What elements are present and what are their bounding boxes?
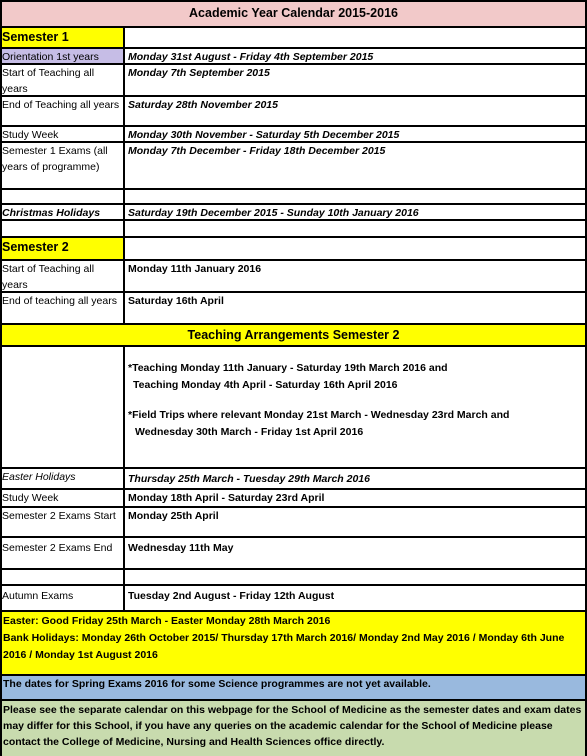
table-row	[0, 261, 587, 293]
table-row	[0, 97, 587, 127]
row-label: Semester 2 Exams End	[0, 538, 125, 568]
row-label: Christmas Holidays	[0, 205, 125, 219]
spring-exams-row	[0, 676, 587, 701]
teaching-arrangements-title: Teaching Arrangements Semester 2	[187, 328, 400, 342]
row-label: Semester 2 Exams Start	[0, 508, 125, 536]
calendar-title: Academic Year Calendar 2015-2016	[189, 6, 398, 20]
row-value: Monday 7th December - Friday 18th December 2015	[128, 145, 386, 157]
table-left-border	[0, 0, 2, 756]
semester2-row	[0, 238, 587, 261]
row-label: End of teaching all years	[0, 293, 125, 323]
row-value: Monday 30th November - Saturday 5th December 2015	[128, 129, 400, 141]
table-row	[0, 127, 587, 143]
semester2-label: Semester 2	[0, 238, 125, 259]
row-label: Orientation 1st years	[0, 49, 125, 63]
row-value: Saturday 28th November 2015	[128, 99, 278, 111]
row-value: Monday 25th April	[128, 510, 219, 522]
calendar-title-row	[0, 2, 587, 28]
semester1-row	[0, 28, 587, 49]
table-row	[0, 65, 587, 97]
row-label: End of Teaching all years	[0, 97, 125, 125]
holidays-note-row	[0, 612, 587, 676]
row-value: Monday 18th April - Saturday 23rd April	[128, 492, 325, 504]
table-row	[0, 143, 587, 190]
row-value: Thursday 25th March - Tuesday 29th March 2016	[128, 473, 370, 485]
table-row	[0, 490, 587, 508]
bank-holidays-note: Bank Holidays: Monday 26th October 2015/ Thursday 17th March 2016/ Monday 2nd May 2016 / Monday 6th June 2016 / Monday 1st August 2016	[3, 632, 565, 661]
row-value: Monday 7th September 2015	[128, 67, 270, 79]
row-label: Easter Holidays	[0, 469, 125, 488]
empty-row	[0, 221, 587, 238]
spring-exams-note: The dates for Spring Exams 2016 for some Science programmes are not yet available.	[3, 678, 431, 690]
row-label: Study Week	[0, 490, 125, 506]
row-value: Saturday 19th December 2015 - Sunday 10th January 2016	[128, 207, 419, 219]
teaching-note: Teaching Monday 4th April - Saturday 16th April 2016	[133, 378, 398, 391]
row-label: Start of Teaching all years	[0, 261, 125, 291]
easter-note: Easter: Good Friday 25th March - Easter Monday 28th March 2016	[3, 615, 331, 627]
row-label: Autumn Exams	[0, 586, 125, 610]
row-value: Monday 11th January 2016	[128, 263, 262, 275]
teaching-note: *Field Trips where relevant Monday 21st March - Wednesday 23rd March and	[128, 409, 510, 421]
medicine-note: Please see the separate calendar on this webpage for the School of Medicine as the semester dates and exam dates may differ for this School, if you have any queries on the academic calendar for the School of Medicine please contact the College of Medicine, Nursing and Health Sciences office directly.	[3, 704, 582, 748]
row-value: Monday 31st August - Friday 4th September 2015	[128, 51, 374, 63]
table-row	[0, 49, 587, 65]
row-value: Wednesday 11th May	[128, 542, 234, 554]
table-row	[0, 293, 587, 325]
row-label: Semester 1 Exams (all years of programme)	[0, 143, 125, 188]
empty-row	[0, 190, 587, 205]
teaching-notes-row	[0, 347, 587, 469]
row-value: Saturday 16th April	[128, 295, 224, 307]
row-value: Tuesday 2nd August - Friday 12th August	[128, 590, 335, 602]
semester1-label: Semester 1	[0, 28, 125, 47]
row-label: Start of Teaching all years	[0, 65, 125, 95]
teaching-notes	[125, 347, 587, 467]
table-row	[0, 586, 587, 612]
teaching-note: *Teaching Monday 11th January - Saturday 19th March 2016 and	[128, 362, 448, 374]
teaching-arrangements-header	[0, 325, 587, 347]
table-row	[0, 538, 587, 570]
row-label: Study Week	[0, 127, 125, 141]
table-row	[0, 469, 587, 490]
medicine-note-row	[0, 701, 587, 756]
empty-row	[0, 570, 587, 586]
table-row	[0, 508, 587, 538]
table-row	[0, 205, 587, 221]
teaching-note: Wednesday 30th March - Friday 1st April 2016	[135, 425, 364, 438]
